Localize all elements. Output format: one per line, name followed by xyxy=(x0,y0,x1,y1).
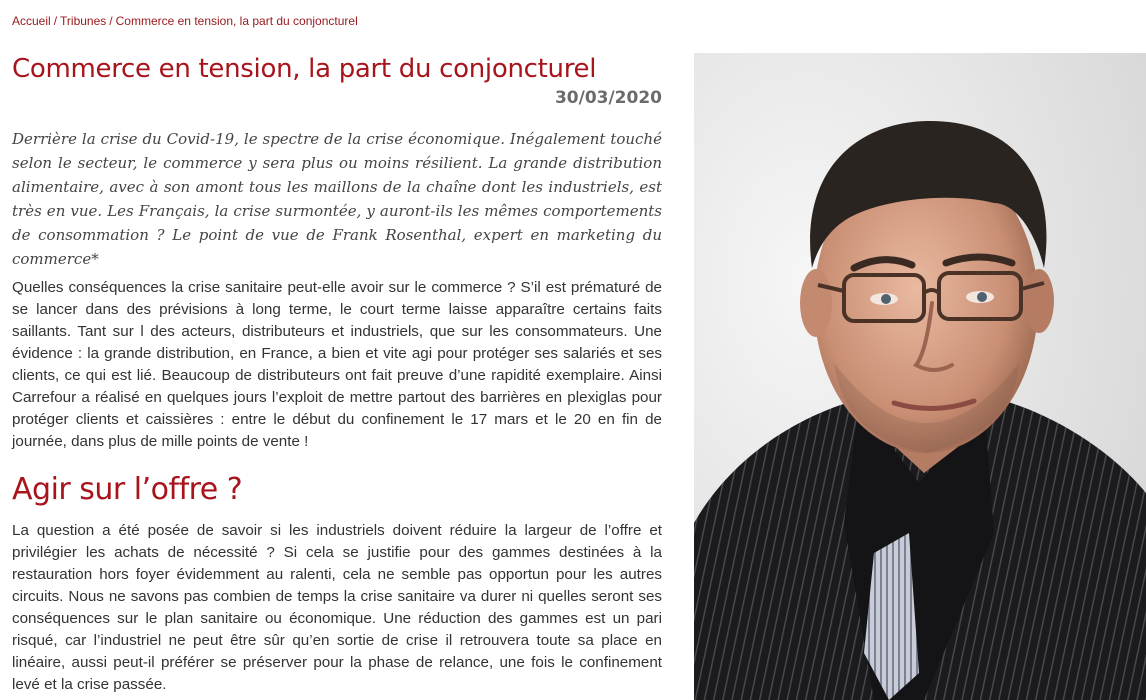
page-title: Commerce en tension, la part du conjoncturel xyxy=(12,54,597,84)
breadcrumb-separator: / xyxy=(109,14,113,28)
breadcrumb xyxy=(12,14,358,28)
author-photo xyxy=(694,53,1146,700)
breadcrumb-home-link[interactable]: Accueil xyxy=(12,14,51,28)
article-date: 30/03/2020 xyxy=(554,88,662,108)
section-heading: Agir sur l’offre ? xyxy=(12,472,243,507)
article-paragraph: Quelles conséquences la crise sanitaire peut-elle avoir sur le commerce ? S’il est prématuré de se lancer dans des prévisions à long terme, le court terme laisse apparaître certains faits saillants. Tant sur l des acteurs, distributeurs et industriels, que sur les consommateurs. Une évidence : la grande distribution, en France, a bien et vite agi pour protéger ses salariés et ses clients, ce qui est lié. Beaucoup de distributeurs ont fait preuve d’une rapidité exemplaire. Ainsi Carrefour a réalisé en quelques jours l’exploit de mettre partout des barrières en plexiglas pour protéger clients et caissières : entre le début du confinement le 17 mars et le 20 en fin de journée, dans plus de mille points de vente ! xyxy=(12,279,662,450)
breadcrumb-current: Commerce en tension, la part du conjoncturel xyxy=(115,14,358,28)
breadcrumb-separator: / xyxy=(53,14,58,28)
article-paragraph: La question a été posée de savoir si les industriels doivent réduire la largeur de l’offre et privilégier les achats de nécessité ? Si cela se justifie pour des gammes destinées à la restauration hors foyer évidemment au ralenti, cela ne semble pas opportun pour les autres circuits. Nous ne savons pas combien de temps la crise sanitaire va durer ni quelles seront ses conséquences sur le plan sanitaire ou économique. Une réduction des gammes est un pari risqué, car l’industriel ne peut être sûr qu’en sortie de crise il retrouvera toute sa place en linéaire, aussi peut-il préférer se préserver pour la phase de relance, une fois le confinement levé et la crise passée. xyxy=(12,522,662,693)
breadcrumb-section-link[interactable]: Tribunes xyxy=(60,14,107,28)
article-lead: Derrière la crise du Covid-19, le spectre de la crise économique. Inégalement touché selon le secteur, le commerce y sera plus ou moins résilient. La grande distribution alimentaire, avec à son amont tous les maillons de la chaîne dont les industriels, est très en vue. Les Français, la crise surmontée, y auront-ils les mêmes comportements de consommation ? Le point de vue de Frank Rosenthal, expert en marketing du commerce* xyxy=(12,130,662,268)
